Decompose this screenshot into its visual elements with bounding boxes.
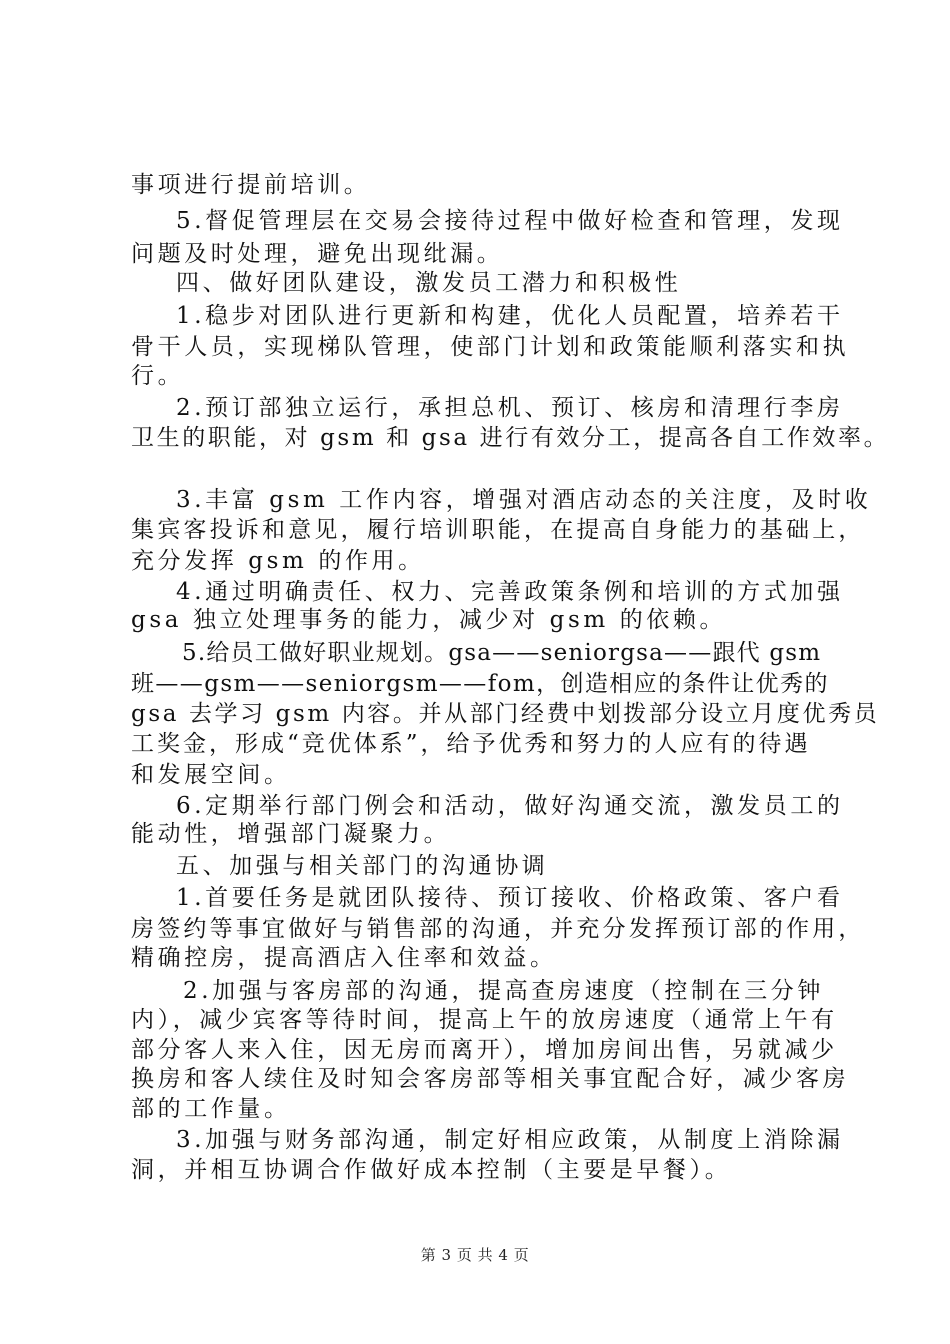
- section-heading: 四、做好团队建设，激发员工潜力和积极性: [176, 270, 682, 296]
- text-line: 骨干人员，实现梯队管理，使部门计划和政策能顺利落实和执: [131, 334, 850, 360]
- text-line: 部分客人来入住，因无房而离开），增加房间出售，另就减少: [131, 1037, 838, 1063]
- text-line: 房签约等事宜做好与销售部的沟通，并充分发挥预订部的作用，: [131, 916, 865, 942]
- text-line: 4.通过明确责任、权力、完善政策条例和培训的方式加强: [176, 579, 844, 605]
- text-line: 卫生的职能，对 gsm 和 gsa 进行有效分工，提高各自工作效率。: [131, 425, 890, 451]
- text-line: 和发展空间。: [131, 762, 291, 788]
- text-line: 问题及时处理，避免出现纰漏。: [131, 241, 504, 267]
- section-heading: 五、加强与相关部门的沟通协调: [176, 853, 549, 879]
- text-line: 3.丰富 gsm 工作内容，增强对酒店动态的关注度，及时收: [176, 487, 872, 513]
- text-line: 内），减少宾客等待时间，提高上午的放房速度（通常上午有: [131, 1007, 838, 1033]
- text-line: 事项进行提前培训。: [131, 172, 371, 198]
- page-number-footer: 第 3 页 共 4 页: [420, 1246, 530, 1264]
- text-line: 1.稳步对团队进行更新和构建，优化人员配置，培养若干: [176, 303, 844, 329]
- text-line: 2.加强与客房部的沟通，提高查房速度（控制在三分钟: [183, 978, 824, 1004]
- text-line: 6.定期举行部门例会和活动，做好沟通交流，激发员工的: [176, 793, 844, 819]
- text-line: 能动性，增强部门凝聚力。: [131, 821, 451, 847]
- text-line: 充分发挥 gsm 的作用。: [131, 548, 425, 574]
- text-line: 1.首要任务是就团队接待、预订接收、价格政策、客户看: [176, 885, 844, 911]
- text-line: 洞，并相互协调合作做好成本控制（主要是早餐）。: [131, 1157, 732, 1183]
- text-line: 集宾客投诉和意见，履行培训职能，在提高自身能力的基础上，: [131, 517, 865, 543]
- text-line: 5.给员工做好职业规划。gsa——seniorgsa——跟代 gsm: [182, 640, 822, 666]
- text-line: 换房和客人续住及时知会客房部等相关事宜配合好，减少客房: [131, 1066, 850, 1092]
- text-line: 5.督促管理层在交易会接待过程中做好检查和管理，发现: [176, 208, 844, 234]
- text-line: 部的工作量。: [131, 1096, 291, 1122]
- text-line: gsa 独立处理事务的能力，减少对 gsm 的依赖。: [131, 607, 727, 633]
- text-line: 精确控房，提高酒店入住率和效益。: [131, 945, 557, 971]
- text-line: 2.预订部独立运行，承担总机、预订、核房和清理行李房: [176, 395, 844, 421]
- text-line: 班——gsm——seniorgsm——fom，创造相应的条件让优秀的: [131, 671, 829, 697]
- text-line: 工奖金，形成“竞优体系”，给予优秀和努力的人应有的待遇: [131, 731, 811, 757]
- text-line: gsa 去学习 gsm 内容。并从部门经费中划拨部分设立月度优秀员: [131, 701, 880, 727]
- text-line: 行。: [131, 363, 185, 389]
- text-line: 3.加强与财务部沟通，制定好相应政策，从制度上消除漏: [176, 1127, 844, 1153]
